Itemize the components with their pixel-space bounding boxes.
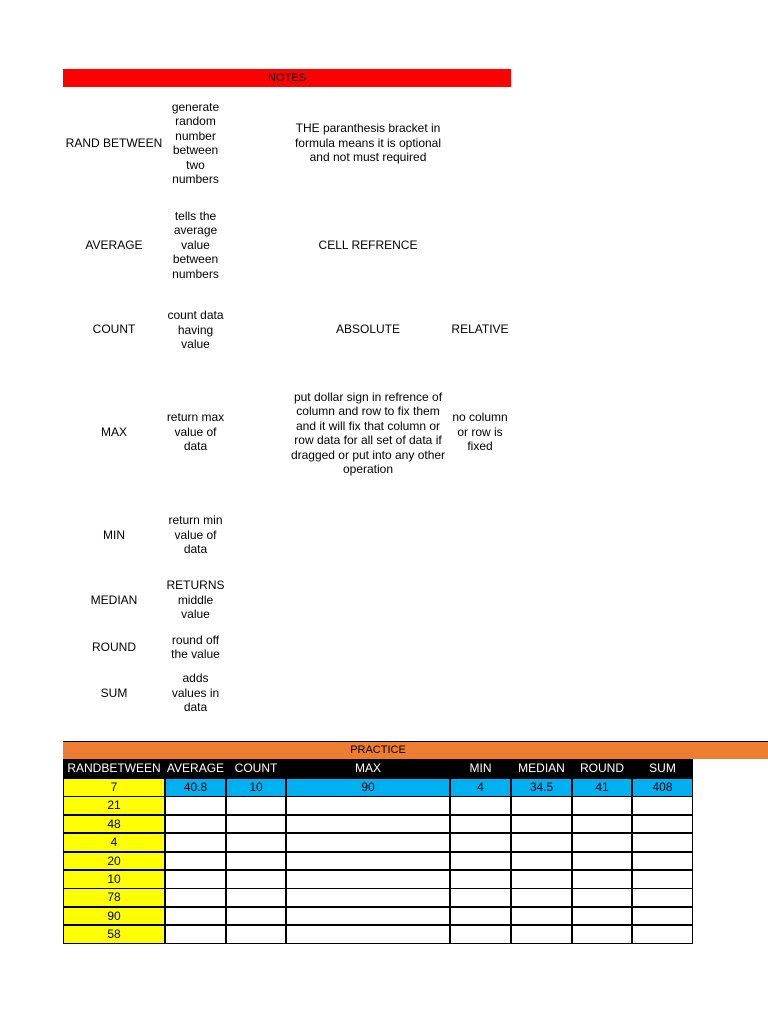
header-min: MIN [450, 759, 511, 778]
func-name-count: COUNT [92, 321, 136, 336]
relative-description: no column or row is fixed [452, 410, 508, 454]
empty-cell[interactable] [572, 796, 632, 815]
empty-cell[interactable] [226, 796, 286, 815]
empty-cell[interactable] [572, 815, 632, 834]
randbetween-cell[interactable]: 4 [63, 833, 165, 852]
empty-cell[interactable] [226, 833, 286, 852]
empty-cell[interactable] [226, 925, 286, 944]
empty-cell[interactable] [511, 925, 572, 944]
empty-cell[interactable] [511, 870, 572, 889]
empty-cell[interactable] [286, 888, 450, 907]
randbetween-cell[interactable]: 48 [63, 815, 165, 834]
max-result-cell[interactable]: 90 [286, 778, 450, 797]
header-sum: SUM [632, 759, 693, 778]
randbetween-cell[interactable]: 7 [63, 778, 165, 797]
empty-cell[interactable] [572, 852, 632, 871]
empty-cell[interactable] [450, 852, 511, 871]
func-name-sum: SUM [100, 685, 128, 700]
header-median: MEDIAN [511, 759, 572, 778]
randbetween-cell[interactable]: 78 [63, 888, 165, 907]
empty-cell[interactable] [632, 925, 693, 944]
empty-cell[interactable] [572, 907, 632, 926]
header-average: AVERAGE [165, 759, 226, 778]
empty-cell[interactable] [450, 833, 511, 852]
func-desc-randbetween: generate random number between two numbers [171, 99, 220, 186]
func-desc-sum: adds values in data [171, 671, 220, 715]
empty-cell[interactable] [572, 870, 632, 889]
empty-cell[interactable] [165, 907, 226, 926]
empty-cell[interactable] [226, 907, 286, 926]
empty-cell[interactable] [286, 796, 450, 815]
empty-cell[interactable] [450, 796, 511, 815]
median-result-cell[interactable]: 34.5 [511, 778, 572, 797]
empty-cell[interactable] [511, 907, 572, 926]
randbetween-cell[interactable]: 20 [63, 852, 165, 871]
empty-cell[interactable] [511, 852, 572, 871]
empty-cell[interactable] [572, 888, 632, 907]
empty-cell[interactable] [165, 833, 226, 852]
sum-result-cell[interactable]: 408 [632, 778, 693, 797]
empty-cell[interactable] [450, 815, 511, 834]
func-name-min: MIN [103, 527, 125, 542]
empty-cell[interactable] [286, 852, 450, 871]
average-result-cell[interactable]: 40.8 [165, 778, 226, 797]
empty-cell[interactable] [165, 925, 226, 944]
absolute-description: put dollar sign in refrence of column and row to fix them and it will fix that column or row data for all set of data if dragged or put into any other operation [290, 389, 446, 476]
absolute-label: ABSOLUTE [335, 321, 401, 336]
empty-cell[interactable] [286, 870, 450, 889]
empty-cell[interactable] [632, 870, 693, 889]
empty-cell[interactable] [632, 907, 693, 926]
randbetween-cell[interactable]: 21 [63, 796, 165, 815]
randbetween-cell[interactable]: 10 [63, 870, 165, 889]
empty-cell[interactable] [632, 852, 693, 871]
empty-cell[interactable] [511, 815, 572, 834]
empty-cell[interactable] [286, 907, 450, 926]
practice-title: PRACTICE [350, 744, 406, 756]
min-result-cell[interactable]: 4 [450, 778, 511, 797]
empty-cell[interactable] [632, 796, 693, 815]
func-desc-average: tells the average value between numbers [172, 208, 219, 281]
notes-header: NOTES [63, 69, 511, 87]
empty-cell[interactable] [572, 925, 632, 944]
func-desc-count: count data having value [167, 308, 224, 352]
func-name-median: MEDIAN [90, 592, 138, 607]
count-result-cell[interactable]: 10 [226, 778, 286, 797]
empty-cell[interactable] [286, 815, 450, 834]
func-name-randbetween: RAND BETWEEN [65, 135, 163, 150]
empty-cell[interactable] [226, 870, 286, 889]
empty-cell[interactable] [450, 907, 511, 926]
empty-cell[interactable] [226, 852, 286, 871]
func-desc-round: round off the value [171, 632, 220, 661]
header-max: MAX [286, 759, 450, 778]
relative-label: RELATIVE [451, 321, 509, 336]
cell-reference-label: CELL REFRENCE [318, 237, 418, 252]
empty-cell[interactable] [450, 925, 511, 944]
func-name-max: MAX [100, 424, 127, 439]
randbetween-cell[interactable]: 58 [63, 925, 165, 944]
randbetween-cell[interactable]: 90 [63, 907, 165, 926]
header-randbetween: RANDBETWEEN [63, 759, 165, 778]
parenthesis-note: THE paranthesis bracket in formula means it is optional and not must required [294, 121, 442, 165]
func-desc-min: return min value of data [168, 513, 223, 557]
empty-cell[interactable] [572, 833, 632, 852]
round-result-cell[interactable]: 41 [572, 778, 632, 797]
empty-cell[interactable] [632, 815, 693, 834]
func-name-average: AVERAGE [85, 237, 143, 252]
empty-cell[interactable] [226, 888, 286, 907]
empty-cell[interactable] [226, 815, 286, 834]
func-desc-max: return max value of data [166, 410, 225, 454]
func-desc-median: RETURNS middle value [166, 578, 225, 622]
empty-cell[interactable] [165, 796, 226, 815]
empty-cell[interactable] [165, 870, 226, 889]
empty-cell[interactable] [165, 815, 226, 834]
empty-cell[interactable] [286, 833, 450, 852]
empty-cell[interactable] [632, 888, 693, 907]
empty-cell[interactable] [450, 870, 511, 889]
empty-cell[interactable] [511, 888, 572, 907]
empty-cell[interactable] [286, 925, 450, 944]
empty-cell[interactable] [632, 833, 693, 852]
empty-cell[interactable] [511, 833, 572, 852]
func-name-round: ROUND [92, 639, 136, 654]
empty-cell[interactable] [165, 852, 226, 871]
empty-cell[interactable] [165, 888, 226, 907]
header-count: COUNT [226, 759, 286, 778]
empty-cell[interactable] [450, 888, 511, 907]
empty-cell[interactable] [511, 796, 572, 815]
header-round: ROUND [572, 759, 632, 778]
